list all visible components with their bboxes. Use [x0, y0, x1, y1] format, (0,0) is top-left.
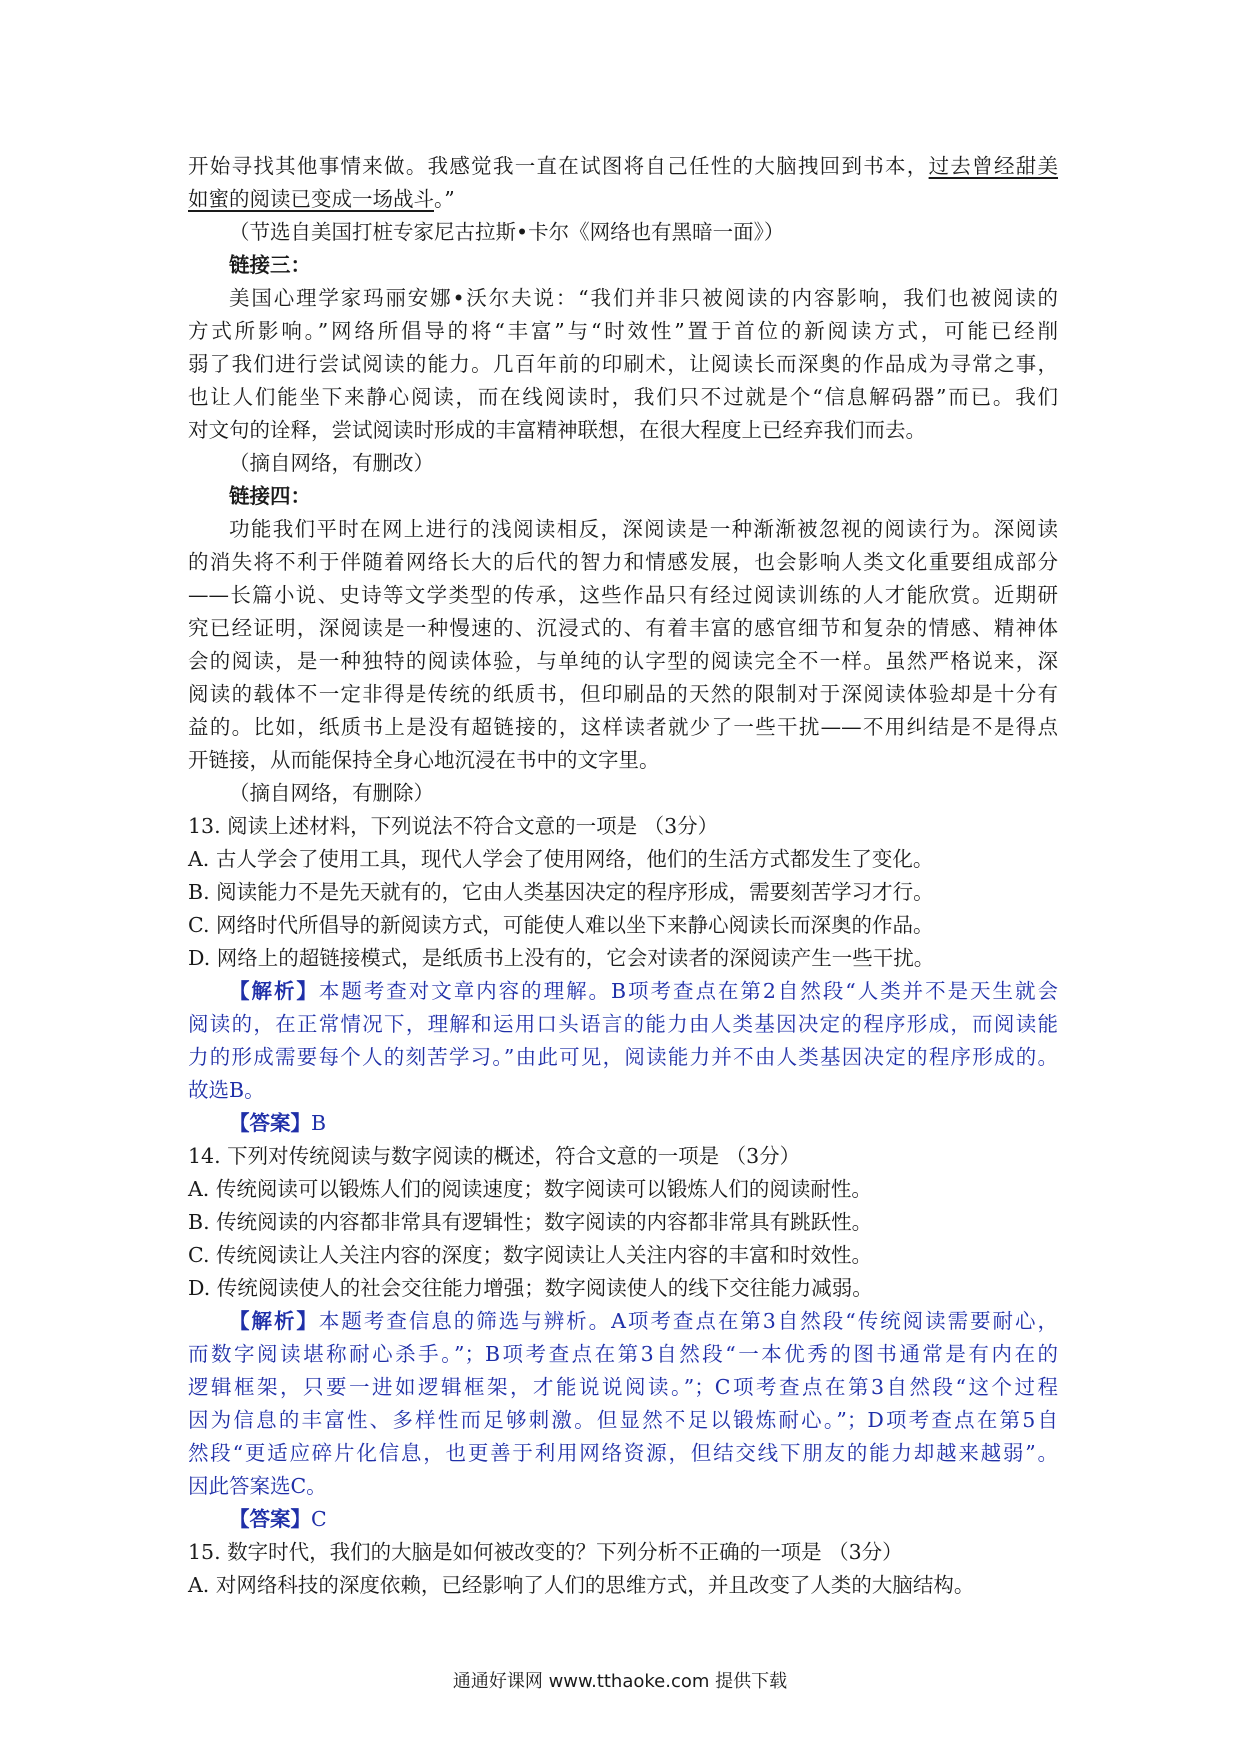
paragraph-line: 阅读的载体不一定非得是传统的纸质书，但印刷品的天然的限制对于深阅读体验却是十分有: [188, 682, 1058, 706]
paragraph-line: 的消失将不利于伴随着网络长大的后代的智力和情感发展，也会影响人类文化重要组成部分: [188, 550, 1058, 574]
section-header: 链接三：: [229, 253, 311, 277]
analysis-tag: 【解析】: [229, 979, 319, 1003]
text-run: 本题考查对文章内容的理解。B项考查点在第2自然段“人类并不是天生就会: [318, 979, 1059, 1003]
answer-tag: 【答案】: [229, 1507, 311, 1531]
paragraph-line: 究已经证明，深阅读是一种慢速的、沉浸式的、有着丰富的感官细节和复杂的情感、精神体: [188, 616, 1058, 640]
paragraph-line: 会的阅读，是一种独特的阅读体验，与单纯的认字型的阅读完全不一样。虽然严格说来，深: [188, 649, 1058, 673]
analysis-line: 因为信息的丰富性、多样性而足够刺激。但显然不足以锻炼耐心。”；D项考查点在第5自: [188, 1408, 1058, 1432]
paragraph-line: ——长篇小说、史诗等文学类型的传承，这些作品只有经过阅读训练的人才能欣赏。近期研: [188, 583, 1058, 607]
source-citation: （摘自网络，有删除）: [229, 781, 434, 805]
answer-tag: 【答案】: [229, 1111, 311, 1135]
section-header: 链接四：: [229, 484, 311, 508]
question-stem: 15. 数字时代，我们的大脑是如何被改变的？下列分析不正确的一项是 （3分）: [188, 1540, 903, 1564]
text-run: 本题考查信息的筛选与辨析。A项考查点在第3自然段“传统阅读需要耐心，: [318, 1309, 1059, 1333]
text-run: 。”: [434, 187, 455, 211]
underlined-text: 如蜜的阅读已变成一场战斗: [188, 187, 434, 211]
answer-value: B: [311, 1111, 327, 1135]
paragraph-line: [188, 183, 1058, 216]
question-stem: 13. 阅读上述材料，下列说法不符合文意的一项是 （3分）: [188, 814, 719, 838]
option-d: D. 网络上的超链接模式，是纸质书上没有的，它会对读者的深阅读产生一些干扰。: [188, 946, 935, 970]
analysis-line: 逻辑框架，只要一进如逻辑框架，才能说说阅读。”；C项考查点在第3自然段“这个过程: [188, 1375, 1058, 1399]
analysis-tag: 【解析】: [229, 1309, 319, 1333]
source-citation: （摘自网络，有删改）: [229, 451, 434, 475]
option-a: A. 传统阅读可以锻炼人们的阅读速度；数字阅读可以锻炼人们的阅读耐性。: [188, 1177, 872, 1201]
analysis-line: 力的形成需要每个人的刻苦学习。”由此可见，阅读能力并不由人类基因决定的程序形成的。: [188, 1045, 1058, 1069]
paragraph-line: 方式所影响。”网络所倡导的将“丰富”与“时效性”置于首位的新阅读方式，可能已经削: [188, 319, 1058, 343]
paragraph-line: 开链接，从而能保持全身心地沉浸在书中的文字里。: [188, 748, 660, 772]
option-c: C. 网络时代所倡导的新阅读方式，可能使人难以坐下来静心阅读长而深奥的作品。: [188, 913, 934, 937]
option-a: A. 对网络科技的深度依赖，已经影响了人们的思维方式，并且改变了人类的大脑结构。: [188, 1573, 975, 1597]
option-b: B. 阅读能力不是先天就有的，它由人类基因决定的程序形成，需要刻苦学习才行。: [188, 880, 934, 904]
paragraph-line: 美国心理学家玛丽安娜•沃尔夫说：“我们并非只被阅读的内容影响，我们也被阅读的: [229, 286, 1058, 310]
text-run: 开始寻找其他事情来做。我感觉我一直在试图将自己任性的大脑拽回到书本，: [188, 154, 929, 178]
paragraph-line: 功能我们平时在网上进行的浅阅读相反，深阅读是一种渐渐被忽视的阅读行为。深阅读: [229, 517, 1058, 541]
paragraph-line: [188, 150, 1058, 183]
answer-value: C: [311, 1507, 327, 1531]
page-footer: 通通好课网 www.tthaoke.com 提供下载: [452, 1671, 788, 1692]
analysis-line: [229, 1305, 1058, 1338]
option-d: D. 传统阅读使人的社会交往能力增强；数字阅读使人的线下交往能力减弱。: [188, 1276, 873, 1300]
source-citation: （节选自美国打桩专家尼古拉斯•卡尔《网络也有黑暗一面》）: [229, 220, 785, 244]
paragraph-line: 也让人们能坐下来静心阅读，而在线阅读时，我们只不过就是个“信息解码器”而已。我们: [188, 385, 1058, 409]
analysis-line: [229, 975, 1058, 1008]
analysis-line: 然段“更适应碎片化信息，也更善于利用网络资源，但结交线下朋友的能力却越来越弱”。: [188, 1441, 1058, 1465]
analysis-line: 故选B。: [188, 1078, 265, 1102]
underlined-text: 过去曾经甜美: [928, 154, 1059, 178]
answer-line: [229, 1503, 1099, 1536]
paragraph-line: 益的。比如，纸质书上是没有超链接的，这样读者就少了一些干扰——不用纠结是不是得点: [188, 715, 1058, 739]
option-c: C. 传统阅读让人关注内容的深度；数字阅读让人关注内容的丰富和时效性。: [188, 1243, 872, 1267]
analysis-line: 阅读的，在正常情况下，理解和运用口头语言的能力由人类基因决定的程序形成，而阅读能: [188, 1012, 1058, 1036]
answer-line: [229, 1107, 1099, 1140]
option-b: B. 传统阅读的内容都非常具有逻辑性；数字阅读的内容都非常具有跳跃性。: [188, 1210, 873, 1234]
paragraph-line: 对文句的诠释，尝试阅读时形成的丰富精神联想，在很大程度上已经弃我们而去。: [188, 418, 926, 442]
analysis-line: 因此答案选C。: [188, 1474, 327, 1498]
analysis-line: 而数字阅读堪称耐心杀手。”；B项考查点在第3自然段“一本优秀的图书通常是有内在的: [188, 1342, 1058, 1366]
option-a: A. 古人学会了使用工具，现代人学会了使用网络，他们的生活方式都发生了变化。: [188, 847, 934, 871]
question-stem: 14. 下列对传统阅读与数字阅读的概述，符合文意的一项是 （3分）: [188, 1144, 801, 1168]
paragraph-line: 弱了我们进行尝试阅读的能力。几百年前的印刷术，让阅读长而深奥的作品成为寻常之事，: [188, 352, 1058, 376]
